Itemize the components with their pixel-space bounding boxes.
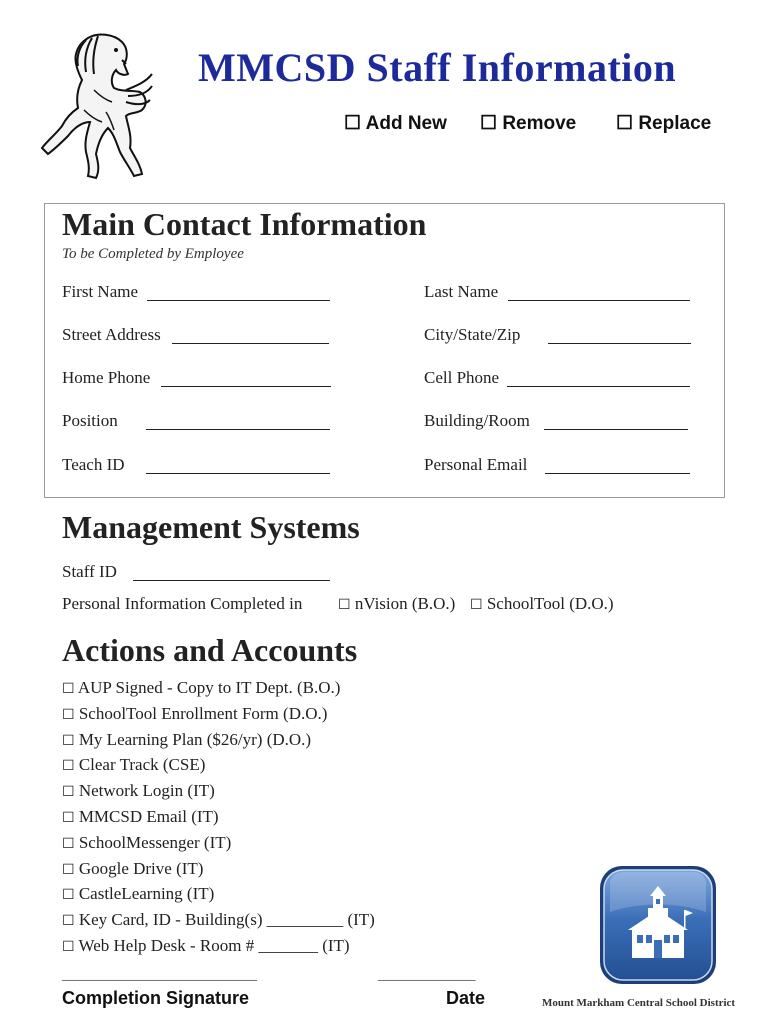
position-field[interactable] xyxy=(146,429,330,430)
teach-id-field[interactable] xyxy=(146,473,330,474)
last-name-field[interactable] xyxy=(508,300,690,301)
city-state-zip-field[interactable] xyxy=(548,343,691,344)
cell-phone-field[interactable] xyxy=(507,386,690,387)
action-item[interactable] xyxy=(62,755,205,775)
checkbox-icon[interactable]: ☐ xyxy=(62,784,75,801)
action-item-label: Key Card, ID - Building(s) _________ (IT) xyxy=(78,910,375,930)
action-item[interactable] xyxy=(62,833,231,853)
first-name-label: First Name xyxy=(62,282,139,301)
checkbox-icon[interactable]: ☐ xyxy=(62,861,75,878)
staff-id-label: Staff ID xyxy=(62,562,117,581)
main-contact-subheading: To be Completed by Employee xyxy=(62,246,244,262)
option-remove[interactable]: ☐ Remove xyxy=(480,113,577,134)
action-item-label: SchoolMessenger (IT) xyxy=(78,832,232,852)
checkbox-icon[interactable]: ☐ xyxy=(62,681,75,697)
actions-heading: Actions and Accounts xyxy=(62,632,358,668)
checkbox-icon[interactable]: ☐ xyxy=(480,113,498,134)
checkbox-icon[interactable]: ☐ xyxy=(62,706,75,723)
date-label: Date xyxy=(446,988,486,1008)
action-item[interactable] xyxy=(62,730,311,750)
completion-signature-line[interactable]: ______________________________ xyxy=(62,967,257,982)
building-room-field[interactable] xyxy=(544,429,688,430)
action-item[interactable] xyxy=(62,704,327,724)
action-item[interactable] xyxy=(62,936,350,956)
checkbox-icon[interactable]: ☐ xyxy=(62,732,75,749)
action-item[interactable] xyxy=(62,807,219,827)
checkbox-icon[interactable]: ☐ xyxy=(62,810,75,826)
page-title: MMCSD Staff Information xyxy=(198,45,677,90)
action-item-label: CastleLearning (IT) xyxy=(78,884,215,904)
cell-phone-label: Cell Phone xyxy=(424,368,500,387)
action-item[interactable] xyxy=(62,781,215,801)
management-heading: Management Systems xyxy=(62,509,360,545)
first-name-field[interactable] xyxy=(147,300,330,301)
date-line[interactable]: _______________ xyxy=(378,967,476,982)
completion-signature-label: Completion Signature xyxy=(62,988,250,1008)
option-add-new[interactable]: ☐ Add New xyxy=(344,113,447,134)
horse-mascot-icon xyxy=(36,30,154,182)
building-room-label: Building/Room xyxy=(424,411,530,430)
personal-email-field[interactable] xyxy=(545,473,690,474)
home-phone-label: Home Phone xyxy=(62,368,151,387)
last-name-label: Last Name xyxy=(424,282,499,301)
school-logo-icon xyxy=(598,864,718,986)
action-item-label: SchoolTool Enrollment Form (D.O.) xyxy=(78,703,328,723)
city-state-zip-label: City/State/Zip xyxy=(424,325,521,344)
action-item-label: Network Login (IT) xyxy=(78,781,215,801)
checkbox-icon[interactable]: ☐ xyxy=(338,597,351,613)
teach-id-label: Teach ID xyxy=(62,455,125,474)
action-item-label: MMCSD Email (IT) xyxy=(78,807,219,826)
action-item[interactable] xyxy=(62,884,214,904)
position-label: Position xyxy=(62,411,118,430)
action-item-label: My Learning Plan ($26/yr) (D.O.) xyxy=(78,729,312,749)
action-item[interactable] xyxy=(62,678,340,698)
street-address-label: Street Address xyxy=(62,325,161,344)
checkbox-icon[interactable]: ☐ xyxy=(62,913,75,930)
checkbox-icon[interactable]: ☐ xyxy=(62,887,75,904)
completed-in-label: Personal Information Completed in xyxy=(62,594,303,613)
checkbox-icon[interactable]: ☐ xyxy=(616,113,634,134)
action-item[interactable] xyxy=(62,859,203,879)
option-replace[interactable]: ☐ Replace xyxy=(616,113,712,134)
checkbox-icon[interactable]: ☐ xyxy=(62,835,75,852)
checkbox-icon[interactable]: ☐ xyxy=(344,113,362,134)
checkbox-icon[interactable]: ☐ xyxy=(62,939,75,955)
checkbox-icon[interactable]: ☐ xyxy=(470,597,483,613)
checkbox-icon[interactable]: ☐ xyxy=(62,758,75,775)
option-nvision[interactable]: ☐ nVision (B.O.) xyxy=(338,594,456,613)
staff-id-field[interactable] xyxy=(133,580,330,581)
action-item-label: Google Drive (IT) xyxy=(78,858,204,878)
action-item-label: Clear Track (CSE) xyxy=(78,755,206,775)
action-item[interactable] xyxy=(62,910,375,930)
option-schooltool[interactable]: ☐ SchoolTool (D.O.) xyxy=(470,594,614,613)
home-phone-field[interactable] xyxy=(161,386,331,387)
district-name: Mount Markham Central School District xyxy=(542,997,736,1009)
street-address-field[interactable] xyxy=(172,343,329,344)
main-contact-heading: Main Contact Information xyxy=(62,206,427,242)
action-item-label: AUP Signed - Copy to IT Dept. (B.O.) xyxy=(77,678,341,697)
personal-email-label: Personal Email xyxy=(424,455,528,474)
action-item-label: Web Help Desk - Room # _______ (IT) xyxy=(78,936,350,955)
